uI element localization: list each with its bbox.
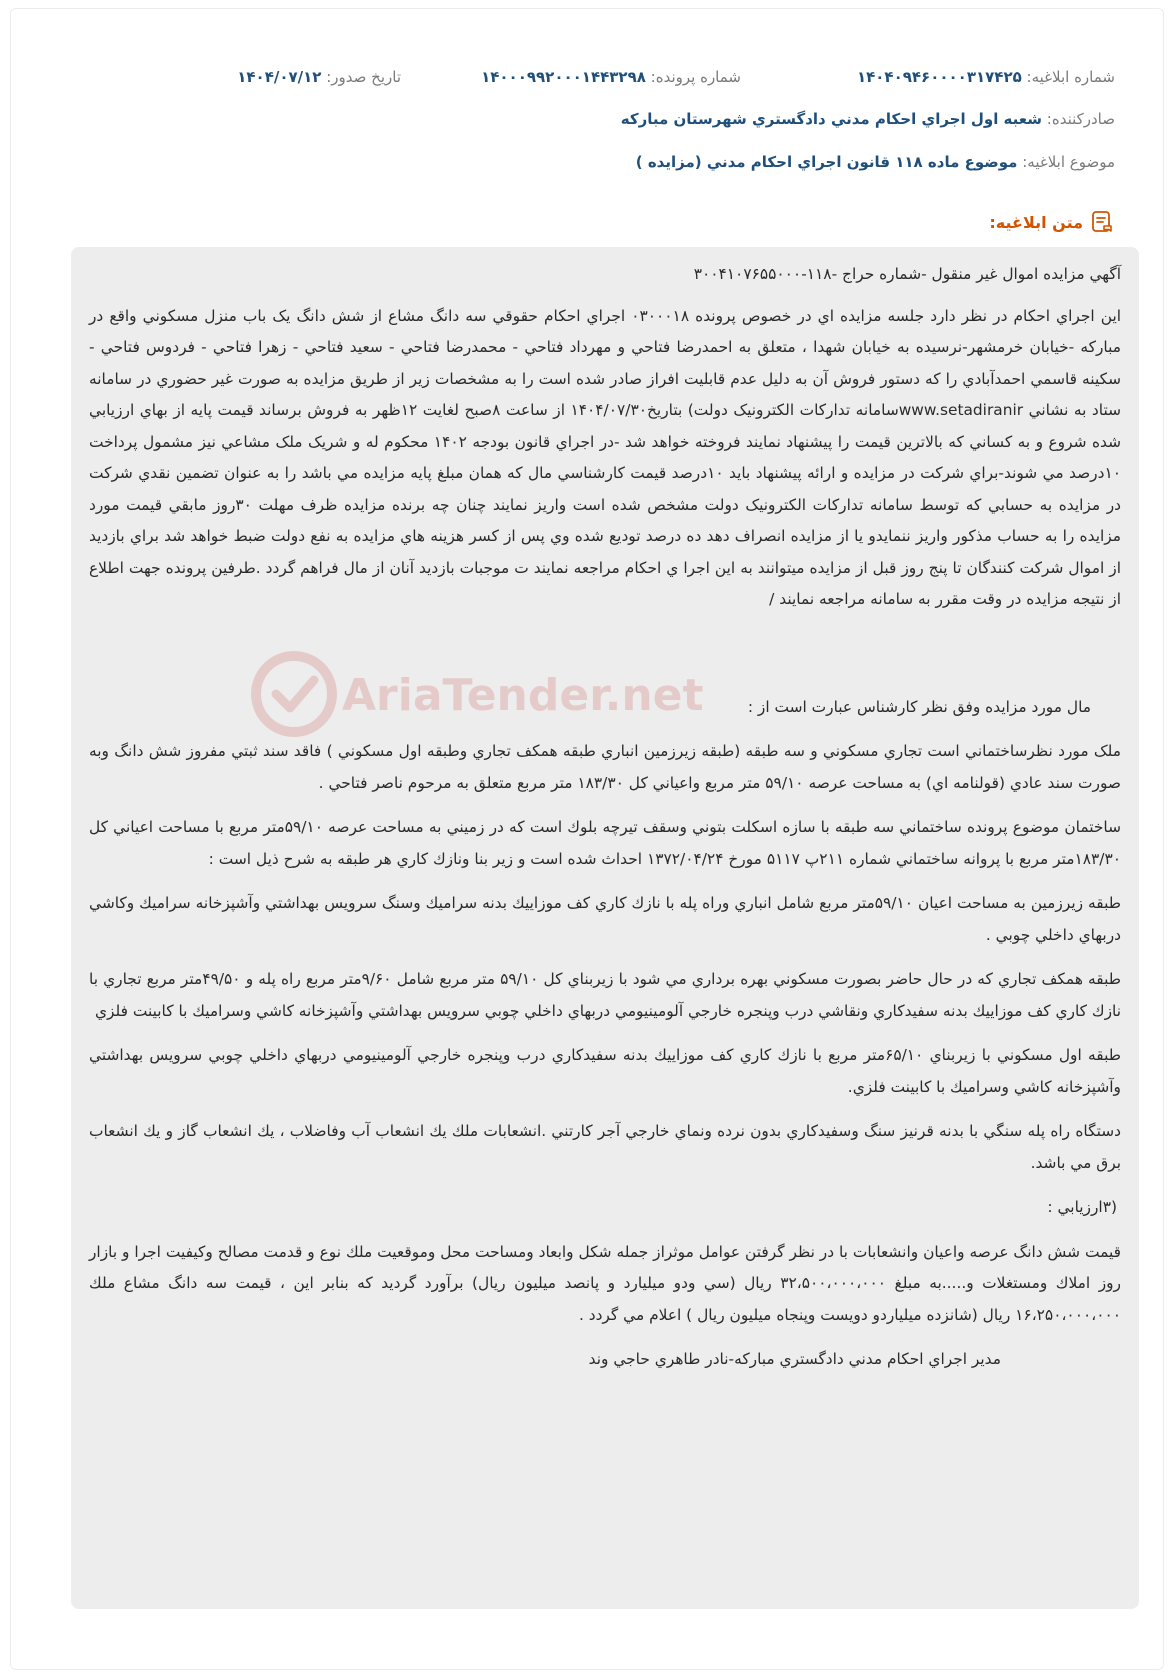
notice-number-label: شماره ابلاغيه:	[1026, 68, 1115, 86]
spacer	[89, 629, 1121, 692]
notice-body-title: آگهي مزايده اموال غير منقول -شماره حراج -۱۱۸-۳۰۰۴۱۰۷۶۵۵۰۰۰	[693, 265, 1121, 283]
case-number-value: ۱۴۰۰۰۹۹۲۰۰۰۱۴۴۳۲۹۸	[481, 68, 646, 86]
paragraph-4: ساختمان موضوع پرونده ساختماني سه طبقه با سازه اسکلت بتوني وسقف تيرچه بلوك است که در زميني به مساحت عرصه ۵۹/۱۰متر مربع با مساحت اعياني کل ۱۸۳/۳۰متر مربع با پروانه ساختماني شماره ۲۱۱پ ۵۱۱۷ مورخ ۱۳۷۲/۰۴/۲۴ احداث شده است و زير بنا ونازك كاري هر طبقه به شرح ذيل است :	[89, 818, 1121, 868]
notice-number-value: ۱۴۰۴۰۹۴۶۰۰۰۰۳۱۷۴۲۵	[856, 68, 1022, 86]
subject-value: موضوع ماده ۱۱۸ قانون اجراي احکام مدني (مزايده )	[635, 153, 1018, 171]
signature: مدير اجراي احکام مدني دادگستري مبارکه-نادر طاهري حاجي وند	[588, 1350, 1001, 1368]
paragraph-1: اين اجراي احکام در نظر دارد جلسه مزايده اي در خصوص پرونده ۰۳۰۰۰۱۸ اجراي احکام حقوقي سه دانگ مشاع از شش دانگ يک باب منزل مسکوني واقع در مبارکه -خيابان خرمشهر-نرسيده به خيابان شهدا ، متعلق به احمدرضا فتاحي و مهرداد فتاحي - محمدرضا فتاحي - سعيد فتاحي - زهرا فتاحي - فردوس فتاحي - سکينه قاسمي احمدآبادي را که دستور فروش آن به دليل عدم قابليت افراز صادر شده است را به مشخصات زير از طريق مزايده به صورت غير حضوري در سامانه ستاد به نشاني www.setadiranirسامانه تدارکات الکترونيک دولت) بتاريخ۱۴۰۴/۰۷/۳۰ از ساعت ۸صبح لغايت ۱۲ظهر به فروش برساند قيمت پايه از بهاي ارزيابي شده شروع و به کساني که بالاترين قيمت را پيشنهاد نمايند فروخته خواهد شد -در اجراي قانون بودجه ۱۴۰۲ محکوم له و شريک ملک مشاعي نيز مشمول پرداخت ۱۰درصد مي شوند-براي شرکت در مزايده و ارائه پيشنهاد بايد ۱۰درصد قيمت کارشناسي مال که همان مبلغ پايه مزايده مي باشد را به عنوان تضمين نقدي شرکت در مزايده به حسابي که توسط سامانه تدارکات الکترونيک دولت مشخص شده است واريز نمايند چنان چه برنده مزايده ظرف مهلت ۳۰روز مابقي قيمت مورد مزايده را به حساب مذکور واريز ننمايدو يا از مزايده انصراف دهد ده درصد توديع شده وي پس از کسر هزينه هاي مزايده به نفع دولت ضبط خواهد شد براي بازديد از اموال شرکت کنندگان تا پنج روز قبل از مزايده ميتوانند به اين اجرا ي احکام مراجعه نمايند ت موجبات بازديد آنان از مال فراهم گردد .طرفين پرونده جهت اطلاع از نتيجه مزايده در وقت مقرر به سامانه مراجعه نمايند /	[89, 306, 1122, 608]
case-number-label: شماره پرونده:	[650, 68, 741, 86]
issue-date-value: ۱۴۰۴/۰۷/۱۲	[237, 68, 322, 86]
issuer-label: صادرکننده:	[1046, 110, 1115, 128]
paragraph-7: طبقه اول مسكوني با زيربناي ۶۵/۱۰متر مربع با نازك كاري كف موزاييك بدنه سفيدكاري درب وپنجره خارجي آلومينيومي دربهاي داخلي چوبي سرويس بهداشتي وآشپزخانه كاشي وسراميك با كابينت فلزي.	[89, 1046, 1121, 1096]
notice-number	[857, 65, 1115, 89]
paragraph-6: طبقه همكف تجاري كه در حال حاضر بصورت مسكوني بهره برداري مي شود با زيربناي كل ۵۹/۱۰ متر مربع شامل ۹/۶۰متر مربع راه پله و ۴۹/۵۰متر مربع تجاري با نازك كاري كف موزاييك بدنه سفيدكاري ونقاشي درب وپنجره خارجي آلومينيومي دربهاي داخلي چوبي سرويس بهداشتي وآشپزخانه كاشي وسراميك با كابينت فلزي	[89, 970, 1121, 1020]
paragraph-9: (۳ارزيابي :	[1047, 1198, 1117, 1216]
case-number	[481, 65, 741, 89]
meta-row-subject	[59, 150, 1115, 174]
section-title-text: متن ابلاغيه:	[989, 212, 1083, 232]
notice-body-box	[71, 247, 1139, 1609]
watermark-text: AriaTender.net	[342, 670, 704, 721]
paragraph-10: قيمت شش دانگ عرصه واعيان وانشعابات با در نظر گرفتن عوامل موثراز جمله شكل وابعاد ومساحت محل وموقعيت ملك نوع و قدمت مصالح وكيفيت اجرا و بازار روز املاك ومستغلات و.....به مبلغ ۳۲،۵۰۰،۰۰۰،۰۰۰ ريال (سي ودو ميليارد و پانصد ميليون ريال) برآورد گرديد كه بنابر اين ، قيمت سه دانگ مشاع ملك ۱۶،۲۵۰،۰۰۰،۰۰۰ ريال (شانزده ميلياردو دويست وپنجاه ميليون ريال ) اعلام مي گردد .	[89, 1242, 1121, 1324]
subject-label: موضوع ابلاغيه:	[1022, 153, 1115, 171]
notice-card	[10, 8, 1164, 1670]
notice-body	[89, 259, 1121, 1376]
section-title	[989, 209, 1115, 235]
document-chat-icon	[1089, 209, 1115, 235]
issuer-value: شعبه اول اجراي احکام مدني دادگستري شهرستان مبارکه	[620, 110, 1042, 128]
paragraph-5: طبقه زيرزمين به مساحت اعيان ۵۹/۱۰متر مربع شامل انباري وراه پله با نازك كاري كف موزاييك بدنه سراميك وسنگ سرويس بهداشتي وآشپزخانه سراميك وكاشي دربهاي داخلي چوبي .	[89, 894, 1121, 944]
meta-row-issuer	[59, 107, 1115, 131]
paragraph-8: دستگاه راه پله سنگي با بدنه قرنيز سنگ وسفيدكاري بدون نرده ونماي خارجي آجر كارتني .انشعابات ملك يك انشعاب آب وفاضلاب ، يك انشعاب گاز و يك انشعاب برق مي باشد.	[89, 1122, 1121, 1172]
issue-date-label: تاريخ صدور:	[326, 68, 401, 86]
paragraph-3: ملک مورد نظرساختماني است تجاري مسکوني و سه طبقه (طبقه زيرزمين انباري طبقه همکف تجاري وطبقه اول مسکوني ) فاقد سند ثبتي مفروز شش دانگ وبه صورت سند عادي (قولنامه اي) به مساحت عرصه ۵۹/۱۰ متر مربع واعياني کل ۱۸۳/۳۰ متر مربع متعلق به مرحوم ناصر فتاحي .	[89, 742, 1121, 792]
paragraph-2: مال مورد مزايده وفق نظر کارشناس عبارت است از :	[747, 697, 1091, 716]
issue-date	[237, 65, 401, 89]
